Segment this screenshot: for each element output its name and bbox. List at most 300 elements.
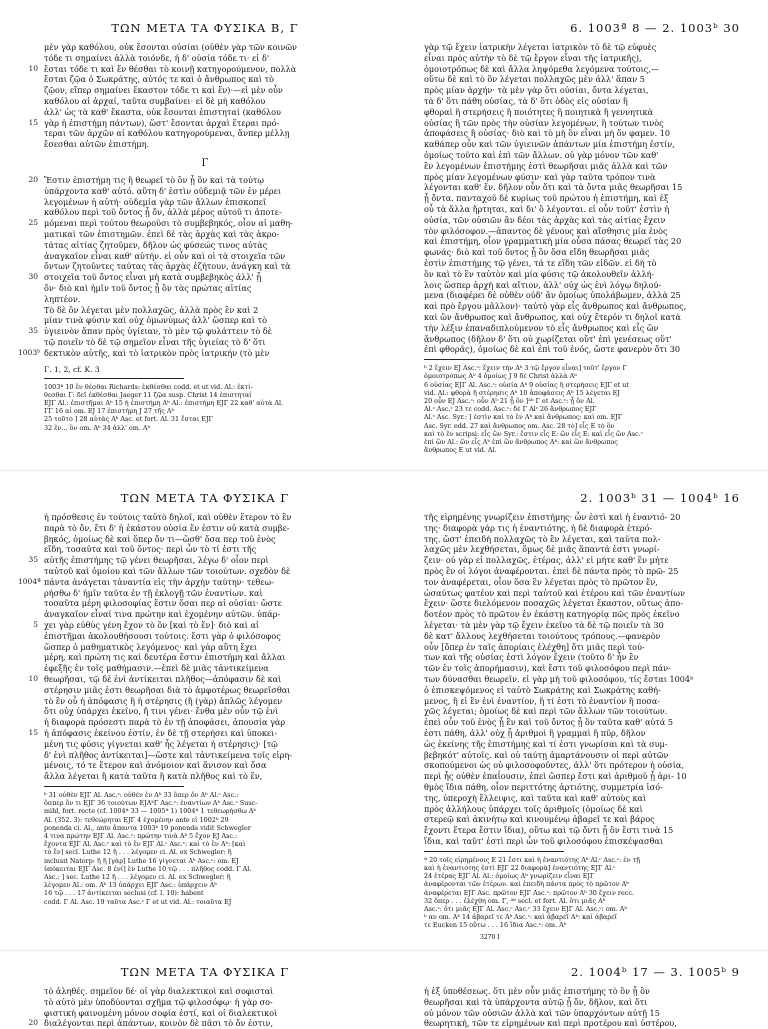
line-text: ἔσται τόδε τι καὶ ἕν θέσθαι τὸ κοινῇ κατηγορούμενον, πολλὰ (44, 63, 297, 74)
line-text: ἡ διαφορὰ πρόσεστι παρὰ τὸ ἐν τῇ ἀποφάσει, ἀπουσία γὰρ (44, 717, 286, 728)
text-line (420, 323, 750, 334)
text-line (420, 793, 750, 804)
text-line (420, 782, 750, 793)
line-text: φθοραὶ ἢ στερήσεις ἢ ποιότητες ἢ ποιητικὰ ἢ γεννητικὰ (424, 106, 654, 117)
text-line (40, 663, 370, 674)
line-text: εἴδη, τοσαῦτα καὶ τοῦ ὄντος· περὶ ὧν τὸ τί ἐστι τῆς (44, 544, 257, 555)
apparatus-line: ᵇ αν om. Aᵇ 14 ἀβαρεῖ τε Aᵇ Asc.ᶜ: καὶ ἀβαρεῖ Aᵇ: καὶ ἀβαρεῖ (424, 913, 617, 922)
line-text: λαχῶς μὲν λεχθήσεται, ὅμως δὲ μιᾶς ἅπαντά ἐστι γνωρί- (424, 544, 660, 555)
text-line (40, 544, 370, 555)
line-text: τον ἀναφέρεται, οἷον ὅσα ἓν λέγεται πρὸς τὸ πρῶτον ἕν, (424, 576, 658, 587)
apparatus-line: 1003ª 10 ἓν θέσθαι Richards: ἐκθέσθαι codd. et ut vid. Al.: ἐκτί- (44, 382, 253, 391)
line-number: 20 (28, 1018, 38, 1028)
line-text: οὐσίας ἢ τῶν πρὸς τὴν οὐσίαν λεγομένων, ἢ τούτων τινὸς (424, 117, 664, 128)
text-line (40, 96, 370, 107)
line-number: 1003ᵇ (18, 347, 41, 357)
line-text: θεωρῆσαι, τῷ δὲ ἑνὶ ἀντίκειται πλῆθος—ἀπόφασιν δὲ καὶ (44, 673, 282, 684)
text-line (420, 771, 750, 782)
text-block (18, 512, 370, 782)
text-line (40, 283, 370, 294)
apparatus-line: ponenda ci. Al., ante ἄπαντα 1003ᵇ 19 ponenda vidit Schwegler (44, 823, 251, 832)
page-header: 6. 1003ª 8 — 2. 1003ᵇ 30 (570, 21, 740, 35)
text-line (420, 652, 750, 663)
text-line (420, 172, 750, 183)
text-line (420, 986, 750, 997)
line-text: μένοις, τό τε ἕτερον καὶ ἀνόμοιον καὶ ἄνισον καὶ ὅσα (44, 760, 267, 771)
signature-mark: 3270 I (480, 933, 500, 941)
page-divider (0, 950, 768, 951)
apparatus-rule (424, 359, 564, 360)
page-left (18, 18, 370, 432)
line-text: γὰρ ἡ ἐπιστήμη πάντων), ὥστ' ἔσονται ἀρχαὶ ἕτεραι πρό- (44, 117, 280, 128)
page-right (420, 962, 750, 1029)
text-line (33, 619, 370, 631)
apparatus-line: 24 ἑτέρας EJΓ Al. Al.: ὁμοίως Aᵇ γνωρίζειν εἶναι EJΓ (424, 872, 595, 881)
text-line (40, 186, 370, 197)
apparatus-line: Al.ᶜ Asc.ᶜ 23 τε codd. Asc.ᶜ: δὲ Γ Alᶜ 26 ἄνθρωπος EJΓ (424, 405, 597, 414)
line-text: Ἔστιν ἐπιστήμη τις ἣ θεωρεῖ τὸ ὂν ᾗ ὂν καὶ τὰ τούτῳ (44, 174, 264, 185)
text-line (40, 139, 370, 150)
line-text: ὄν· διὸ καὶ ἡμῖν τοῦ ὄντος ᾗ ὂν τὰς πρώτας αἰτίας (44, 282, 252, 293)
line-text: ἐπιστῆμαι ἀκολουθήσουσι τούτοις. ἔστι γὰρ ὁ φιλόσοφος (44, 630, 281, 641)
apparatus-line: ᵇ 31 οὐθὲν EJΓ Al. Asc.ᶜ: οὐθὲν ἐν Aᵇ 33 ὅπερ ὄν Aᵇ Al.ᶜ Asc.: (44, 790, 239, 799)
line-text: τὸ ἀληθές. σημεῖον δέ· οἱ γὰρ διαλεκτικοὶ καὶ σοφισταὶ (44, 986, 274, 996)
line-text: οὐ μόνον τῶν οὐσιῶν ἀλλὰ καὶ τῶν ὑπαρχόντων αὐτῇ 15 (424, 1007, 660, 1018)
text-line (18, 347, 370, 359)
page-right (420, 488, 750, 941)
text-line (40, 261, 370, 272)
text-line (420, 750, 750, 761)
apparatus-line: codd. Γ Al. Asc. 19 ταῦτα Asc.ᶜ Γ et ut vid. Al.: τοιαῦτα EJ (44, 897, 232, 906)
text-line (420, 663, 750, 674)
line-text: ὥσπερ ὁ μαθηματικὸς λεγόμενος· καὶ γὰρ αὕτη ἔχει (44, 641, 258, 652)
text-block (420, 512, 750, 847)
text-line (420, 236, 750, 247)
text-line (420, 609, 750, 620)
text-line (420, 825, 750, 836)
text-line (40, 128, 370, 139)
page-right (420, 18, 750, 454)
text-line (420, 631, 750, 642)
apparatus-line: 6 οὐσίας EJΓ Al. Asc.ᶜ: οὐσία Aᵇ 9 οὐσίας ἢ στερήσεις EJΓ et ut (424, 380, 629, 389)
text-line (420, 512, 750, 523)
text-line (40, 739, 370, 750)
text-line (40, 986, 370, 997)
text-line (420, 696, 750, 707)
line-text: θμὸς ἴδια πάθη, οἷον περιττότης ἀρτιότης, συμμετρία ἰσό- (424, 781, 663, 792)
apparatus-line: ἀναφέρεται EJΓ Asc. πρῶτον EJΓ Asc.ᶜ: πρῶτον Aᵇ 30 ἔχειν recc. (424, 888, 634, 897)
text-line (40, 652, 370, 663)
text-line (420, 685, 750, 696)
critical-apparatus (40, 791, 370, 906)
apparatus-line: ΓΓ 16 αἱ om. EJ 17 ἐπιστήμη J 27 τῆς Aᵇ (44, 407, 175, 416)
line-text: δοτέον πρὸς τὸ πρῶτον ἐν ἑκάστῃ κατηγορίᾳ πῶς πρὸς ἐκεῖνο (424, 609, 680, 620)
text-line (420, 566, 750, 577)
line-text: Τὸ δὲ ὂν λέγεται μὲν πολλαχῶς, ἀλλὰ πρὸς ἓν καὶ 2 (44, 304, 259, 315)
text-line (40, 696, 370, 707)
apparatus-line: ª 20 τοῖς εἰρημένοις E 21 ἔστι καὶ ἡ ἐναντιότης Aᵇ Al.ᶜ Asc.ᶜ: ἐν τῇ (424, 855, 641, 864)
text-line (420, 344, 750, 355)
line-text: πρὸς μίαν ἀρχήν· τὰ μὲν γὰρ ὅτι οὐσίαι, ὄντα λέγεται, (424, 85, 649, 96)
text-line (420, 312, 750, 323)
apparatus-line: 32 ὅπερ . . . ἐλέχθη om. Γ, ᴬᵇ secl. et fort. Al. ὅτι μιᾶς Aᵇ (424, 896, 606, 905)
line-text: ἡ πρόσθεσις ἐν τούτοις ταὐτὸ δηλοῖ, καὶ οὐθὲν ἕτερον τὸ ἓν (44, 512, 292, 522)
line-number: 25 (28, 218, 38, 228)
apparatus-line: Asc. Syr. edd. 27 καὶ ἄνθρωπος om. Asc. 28 τὸ] εἷς E τὸ ὂν (424, 421, 615, 430)
line-text: βεβηκότ' αὐτοῖς. καὶ οὐ ταύτῃ ἁμαρτάνουσιν οἱ περὶ αὐτῶν (424, 749, 669, 760)
text-line (420, 534, 750, 545)
line-text: σκοπούμενοι ὡς οὐ φιλοσοφοῦντες, ἀλλ' ὅτι πρότερον ἡ οὐσία, (424, 760, 684, 771)
apparatus-line: Al.ᶜ Asc. Syr.: ] ἐστὶν καὶ τὸ ἓν Aᵇ καὶ ἄνθρωπος: καὶ om. EJΓ (424, 413, 623, 422)
text-line (40, 107, 370, 118)
line-text: ἀλλ' ὡς τὰ καθ' ἕκαστα, οὐκ ἔσονται ἐπιστηταί (καθόλου (44, 106, 281, 117)
line-text: ὅτι οὐχ ὑπάρχει ἐκεῖνο, ἤ τινι γένει· ἔνθα μὲν οὖν τῷ ἑνὶ (44, 706, 279, 717)
line-text: διαλέγονται περὶ ἁπάντων, κοινὸν δὲ πᾶσι τὸ ὄν ἐστιν, (44, 1018, 274, 1029)
chapter-heading: Γ (201, 157, 209, 169)
text-line (420, 139, 750, 150)
line-text: τοσαῦτα μέρη φιλοσοφίας ἔστιν ὅσαι περ αἱ οὐσίαι· ὥστε (44, 598, 282, 609)
line-number: 15 (28, 727, 38, 737)
text-line (420, 804, 750, 815)
line-text: καὶ πρὸ ἔργου μᾶλλον)· ταὐτὸ γὰρ εἷς ἄνθρωπος καὶ ἄνθρωπος, (424, 301, 687, 312)
line-text: ζειν· οὐ γὰρ εἰ πολλαχῶς, ἑτέρας, ἀλλ' εἰ μήτε καθ' ἓν μήτε (424, 555, 669, 566)
line-text: μὲν γὰρ καθόλου, οὐκ ἔσονται οὐσίαι (οὐθὲν γὰρ τῶν κοινῶν (44, 42, 297, 52)
line-text: θεωρῆσαι καὶ τὰ ὑπάρχοντα αὐτῷ ᾗ ὄν, δῆλον, καὶ ὅτι (424, 996, 648, 1007)
text-line (420, 739, 750, 750)
text-line (420, 150, 750, 161)
line-text: ἓν λεγομένων ἐπιστήμης ἐστὶ θεωρῆσαι μιᾶς ἀλλὰ καὶ τῶν (424, 160, 668, 171)
line-text: εἶναι πρὸς αὐτὴν τὸ δὲ τῷ ἔργον εἶναι τῆς ἰατρικῆς), (424, 52, 642, 63)
page-left (28, 962, 370, 1029)
apparatus-line: ᵇ 2 ἔχειν EJ Asc.ᶜ: ἔχειν τὴν Aᵇ 3 τῷ ἔργον εἶναι] τοῦτ' ἔργον Γ (424, 364, 627, 373)
text-line (420, 1008, 750, 1019)
apparatus-line: ὅσπερ ὄν τι EJΓ 36 τοιούτων EJAᵇΓ Asc.ᶜ: ἐναντίων Aᵇ Asc.ᶜ Susc- (44, 799, 258, 808)
line-text: ματικαὶ τῶν ἐπιστημῶν. ἐπεὶ δὲ τὰς ἀρχὰς καὶ τὰς ἀκρο- (44, 228, 280, 239)
line-text: ἄνθρωπος (δῆλον δ' ὅτι οὐ χωρίζεται οὔτ' ἐπὶ γενέσεως οὔτ' (424, 333, 672, 344)
page-left (18, 488, 370, 906)
line-text: καὶ ἐπιστήμη, οἷον γραμματικὴ μία οὖσα πάσας θεωρεῖ τὰς 20 (424, 236, 682, 247)
apparatus-line: ἄνθρωπος E ut vid. Al. (424, 446, 497, 455)
line-text: οὖν [ὅπερ ἐν ταῖς ἀπορίαις ἐλέχθη] ὅτι μιᾶς περὶ τού- (424, 641, 645, 652)
line-text: πρὸς μίαν λεγομένων φύσιν· καὶ γὰρ ταῦτα τρόπον τινὰ (424, 171, 656, 182)
text-line (40, 523, 370, 534)
line-text: μέρη, καὶ πρώτη τις καὶ δευτέρα ἔστιν ἐπιστήμη καὶ ἄλλαι (44, 652, 286, 663)
line-text: ἐπεὶ οὖν τοῦ ἑνὸς ᾗ ἓν καὶ τοῦ ὄντος ᾗ ὂν ταῦτα καθ' αὑτά 5 (424, 717, 674, 728)
apparatus-line: ἐπὶ ὢν Al.: ὢν εἷς Aᵇ ἐπὶ ὢν ἄνθρωπος Aᵇ: καὶ ὢν ἄνθρωπος (424, 437, 618, 446)
apparatus-line: 32 ἓν... ὂν om. Aᵇ 34 ἀλλ' om. Aᵇ (44, 423, 151, 432)
line-text: ἐστὶν ἐπιστήμης τῷ γένει, τά τε εἴδη τῶν εἰδῶν. εἰ δὴ τὸ (424, 257, 657, 268)
line-text: ἔχειν· ὥστε διελόμενον ποσαχῶς λέγεται ἕκαστον, οὕτως ἀπο- (424, 598, 684, 609)
text-line (40, 229, 370, 240)
text-line (40, 588, 370, 599)
page-header: ΤΩΝ ΜΕΤΑ ΤΑ ΦΥΣΙΚΑ Γ (120, 965, 290, 979)
line-text: ἄλλα λέγεται ἢ κατὰ ταῦτα ἢ κατὰ πλῆθος καὶ τὸ ἕν, (44, 771, 263, 782)
line-text: στερεῷ καὶ ἀκινήτῳ καὶ κινουμένῳ ἀβαρεῖ τε καὶ βάρος (424, 814, 655, 825)
apparatus-line: τε Eucken 15 οὕτω . . . 16 ἴδια Asc.ᶜ: om. Aᵇ (424, 921, 567, 930)
line-text: ὁμοίως τοῦτο καὶ ἐπὶ τῶν ἄλλων. οὐ γὰρ μόνον τῶν καθ' (424, 149, 659, 160)
line-text: στέρησιν μιᾶς ἐστι θεωρῆσαι διὰ τὸ ἀμφοτέρως θεωρεῖσθαι (44, 684, 291, 695)
text-line (40, 207, 370, 218)
text-line (40, 598, 370, 609)
line-text: ὡσαύτως φατέον καὶ περὶ ταὐτοῦ καὶ ἑτέρου καὶ τῶν ἐναντίων (424, 587, 685, 598)
line-text: ἐφεξῆς ἐν τοῖς μαθήμασιν.—ἐπεὶ δὲ μιᾶς τἀντικείμενα (44, 663, 269, 674)
critical-apparatus (420, 856, 750, 930)
line-text: τὴν λέξιν ἐπαναδιπλούμενον τὸ εἷς ἄνθρωπος καὶ εἷς ὢν (424, 322, 659, 333)
text-line (40, 717, 370, 728)
line-number: 15 (28, 117, 38, 127)
text-line (420, 588, 750, 599)
line-text: χει γὰρ εὐθὺς γένη ἔχον τὸ ὂν [καὶ τὸ ἕν]· διὸ καὶ αἱ (44, 619, 260, 630)
text-line (40, 337, 370, 348)
text-line (420, 598, 750, 609)
text-line (28, 117, 370, 129)
text-block (28, 986, 370, 1029)
text-line (28, 272, 370, 283)
apparatus-line: ὑπόκειται EJΓ Asc. 8 ἑνί] ἓν Luthe 10 τῷ . . . πλῆθος codd. Γ Al. (44, 864, 252, 873)
line-number: 10 (28, 673, 38, 683)
line-text: μίαν τινὰ φύσιν καὶ οὐχ ὁμωνύμως ἀλλ' ὥσπερ καὶ τὸ (44, 315, 267, 326)
text-line (420, 64, 750, 75)
text-line (40, 251, 370, 262)
line-text: πρὸς ἀλλήλους ὑπάρχει τοῖς ἀριθμοῖς (ὁμοίως δὲ καὶ (424, 803, 643, 814)
line-text: μενα (διαφέρει δὲ οὐθὲν οὐδ' ἂν ὁμοίως ὑπολάβωμεν, ἀλλὰ 25 (424, 290, 681, 301)
text-line (40, 534, 370, 545)
text-line (420, 760, 750, 771)
line-text: λέγονται καθ' ἕν. δῆλον οὖν ὅτι καὶ τὰ ὄντα μιᾶς θεωρῆσαι 15 (424, 182, 683, 193)
text-line (40, 294, 370, 305)
text-block (420, 986, 750, 1029)
text-line (28, 727, 370, 739)
line-text: λεγομένων ἡ αὐτή· οὐδεμία γὰρ τῶν ἄλλων ἐπισκοπεῖ (44, 196, 267, 207)
text-line (40, 771, 370, 782)
line-text: των δύνασθαι θεωρεῖν. εἰ γὰρ μὴ τοῦ φιλοσόφου, τίς ἔσται 1004ᵇ (424, 673, 694, 684)
line-text: ἐστι πάθη, ἀλλ' οὐχ ᾗ ἀριθμοὶ ἢ γραμμαὶ ἢ πῦρ, δῆλον (424, 727, 646, 738)
text-line (420, 290, 750, 301)
page-header: ΤΩΝ ΜΕΤΑ ΤΑ ΦΥΣΙΚΑ Γ (120, 491, 290, 505)
apparatus-line: 4 τινα πρώτην EJΓ Al. Asc.ᶜ: πρώτην τινὰ Aᵇ 5 ἔχον EJ Asc.: (44, 831, 238, 840)
text-line (420, 728, 750, 739)
text-line (420, 523, 750, 534)
text-line (40, 42, 370, 53)
text-line (420, 96, 750, 107)
apparatus-rule (44, 786, 184, 787)
line-text: τὰ δ' ὅτι πάθη οὐσίας, τὰ δ' ὅτι ὁδὸς εἰς οὐσίαν ἢ (424, 95, 628, 106)
apparatus-line: ἔχοντα EJΓ Al. Asc.ᶜ καὶ τὸ ἓν EJΓ Al.ᶜ Asc.ᶜ: καὶ τὸ ἓν Aᵇ: [καὶ (44, 840, 246, 849)
critical-apparatus (40, 383, 370, 432)
line-text: ᾗ ὄντα. πανταχοῦ δὲ κυρίως τοῦ πρώτου ἡ ἐπιστήμη, καὶ ἐξ (424, 193, 669, 204)
line-text: καθάπερ οὖν καὶ τῶν ὑγιεινῶν ἁπάντων μία ἐπιστήμη ἐστίν, (424, 139, 675, 150)
text-line (420, 182, 750, 193)
text-line (420, 706, 750, 717)
page-header: 2. 1004ᵇ 17 — 3. 1005ᵇ 9 (570, 965, 740, 979)
line-text: των καὶ τῆς οὐσίας ἐστὶ λόγον ἔχειν (τοῦτο δ' ἦν ἓν (424, 652, 639, 663)
text-line (420, 42, 750, 53)
apparatus-line: 16 τῷ . . . 17 ἀντίκειται seclusi (cf. l. 10): habent (44, 889, 204, 898)
text-line (40, 706, 370, 717)
text-line (420, 128, 750, 139)
text-line (40, 512, 370, 523)
text-line (420, 85, 750, 96)
page-divider (0, 470, 768, 471)
line-text: αὐτῆς ἐπιστήμης τῷ γένει θεωρῆσαι, λέγω δ' οἷον περὶ (44, 555, 269, 566)
line-text: γὰρ τῷ ἔχειν ἰατρικὴν λέγεται ἰατρικὸν τὸ δὲ τῷ εὐφυὲς (424, 42, 657, 52)
line-text: ἀναγκαῖον εἶναι καθ' αὑτήν. εἰ οὖν καὶ οἱ τὰ στοιχεῖα τῶν (44, 250, 286, 261)
text-block (18, 174, 370, 359)
apparatus-line: ὁμοιοτρόπως Aᵇ 4 ὁμοίως J 9 δὲ Christ ἀλλὰ Aᵇ (424, 372, 577, 381)
text-line (40, 315, 370, 326)
line-text: καθόλου περὶ τοῦ ὄντος ᾗ ὄν, ἀλλὰ μέρος αὐτοῦ τι ἀποτε- (44, 207, 282, 218)
apparatus-line: Asc.: ] sec. Luthe 12 ἢ . . . λέγομεν ci. Al. ex Schwegler: ἢ (44, 872, 231, 881)
line-text: καθόλου αἱ ἀρχαί, ταῦτα συμβαίνει· εἰ δὲ μὴ καθόλου (44, 95, 266, 106)
text-line (40, 750, 370, 761)
apparatus-line: vid. Al.: φθορὰ ἢ στέρησις Aᵇ 10 ἀποφάσεις Aᵇ 15 λέγεται EJ (424, 388, 620, 397)
line-text: ὑγιεινὸν ἅπαν πρὸς ὑγίειαν, τὸ μὲν τῷ φυλάττειν τὸ δὲ (44, 326, 273, 337)
line-number: 5 (33, 619, 38, 629)
text-line (420, 118, 750, 129)
text-line (420, 577, 750, 588)
text-block (28, 42, 370, 150)
text-line (28, 174, 370, 186)
apparatus-line: Al. (352. 3): τεθεώρηται EJΓ 4 ἐχομένην ante εἰ 1002ᵇ 29 (44, 815, 229, 824)
line-text: οὗ τὰ ἄλλα ἤρτηται, καὶ δι' ὃ λέγονται. εἰ οὖν τοῦτ' ἐστὶν ἡ (424, 203, 670, 214)
line-text: στοιχεῖα τοῦ ὄντος εἶναι μὴ κατὰ συμβεβηκὸς ἀλλ' ᾗ (44, 272, 262, 283)
text-line (40, 197, 370, 208)
apparatus-rule (424, 851, 564, 852)
cross-reference: Γ. 1, 2, cf. K. 3 (44, 364, 100, 374)
apparatus-rule (44, 378, 184, 379)
apparatus-line: Asc.ᶜ: ὅτι μιᾶς EJΓ Al. Asc.ᶜ Asc.ᶜ 33 ἔχειν EJΓ Al. Asc.ᶜ: om. Aᵇ (424, 904, 627, 913)
line-number: 35 (28, 555, 38, 565)
text-line (40, 1008, 370, 1019)
line-text: τῷ ποιεῖν τὸ δὲ τῷ σημεῖον εἶναι τῆς ὑγιείας τὸ δ' ὅτι (44, 336, 266, 347)
apparatus-line: θεσθαι Γ: δεῖ ἐκθέσθαι Jaeger 11 ζῷα susp. Christ 14 ἐπιστηταί (44, 390, 252, 399)
line-text: τῶν ἐν τοῖς ἀπορήμασιν), καὶ ἔστι τοῦ φιλοσόφου περὶ πάν- (424, 663, 671, 674)
text-line (420, 301, 750, 312)
line-text: λέγεται· τὰ μὲν γὰρ τῷ ἔχειν ἐκεῖνο τὰ δὲ τῷ ποιεῖν τὰ 30 (424, 619, 664, 630)
apparatus-line: mihl, fort. recte (cf. 1004ª 33 — 1005ª 1) 1004ª 1 τεθεωρήσθω Aᵇ (44, 807, 256, 816)
line-text: καὶ ὢν ἄνθρωπος καὶ ἄνθρωπος, καὶ οὐχ ἕτερόν τι δηλοῖ κατὰ (424, 311, 681, 322)
text-line (28, 326, 370, 337)
line-text: ληπτέον. (44, 293, 81, 304)
line-text: ὁμοιοτρόπως δὲ καὶ ἄλλα ληψόμεθα λεγόμενα τούτοις,— (424, 63, 660, 74)
text-line (18, 576, 370, 588)
text-line (420, 717, 750, 728)
line-text: ἔσεσθαι αὐτῶν ἐπιστήμη. (44, 139, 149, 150)
line-text: θεωρητική, τῶν τε εἰρημένων καὶ περὶ προτέρου καὶ ὑστέρου, (424, 1018, 677, 1029)
line-text: τεραι τῶν ἀρχῶν αἱ καθόλου κατηγορούμεναι, ἄνπερ μέλλῃ (44, 128, 290, 139)
line-text: ὂν καὶ τὸ ἓν ταὐτὸν καὶ μία φύσις τῷ ἀκολουθεῖν ἀλλή- (424, 268, 655, 279)
text-line (28, 63, 370, 75)
line-text: ἔχοντι ἕτερα ἔστιν ἴδια), οὕτω καὶ τῷ ὄντι ᾗ ὂν ἔστι τινὰ 15 (424, 825, 674, 836)
text-line (420, 269, 750, 280)
text-line (420, 204, 750, 215)
text-line (40, 609, 370, 620)
line-text: ἡ ἐξ ὑποθέσεως. ὅτι μὲν οὖν μιᾶς ἐπιστήμης τὸ ὂν ᾗ ὂν (424, 986, 650, 996)
apparatus-line: 20 οὖν EJ Asc.ᶜ: οὖν Aᵇ 21 ᾗ ὂν ]ᴬᵇ Γ et Asc.ᶜ: ᾗ ὂν Al. (424, 396, 595, 405)
line-text: λοις ὥσπερ ἀρχὴ καὶ αἴτιον, ἀλλ' οὐχ ὡς ἑνὶ λόγῳ δηλού- (424, 279, 662, 290)
line-text: δ' ἑνὶ πλῆθος ἀντίκειται]—ὥστε καὶ τἀντικείμενα τοῖς εἰρη- (44, 749, 292, 760)
line-text: ἀποφάσεις ἢ οὐσίας· διὸ καὶ τὸ μὴ ὂν εἶναι μὴ ὄν φαμεν. 10 (424, 128, 671, 139)
text-line (420, 1018, 750, 1029)
line-text: της· διαφορὰ γάρ τις ἡ ἐναντιότης, ἡ δὲ διαφορὰ ἑτερό- (424, 522, 653, 533)
text-line (420, 193, 750, 204)
line-text: παρὰ τὸ ὄν, ἔτι δ' ἡ ἑκάστου οὐσία ἕν ἐστιν οὐ κατὰ συμβε- (44, 522, 290, 533)
line-text: ζῷον, εἴπερ σημαίνει ἕκαστον τόδε τι καὶ ἕν)·—εἰ μὲν οὖν (44, 85, 283, 96)
line-number: 35 (28, 326, 38, 336)
line-text: ἀναγκαῖον εἶναί τινα πρώτην καὶ ἐχομένην αὐτῶν. ὑπάρ- (44, 609, 281, 620)
text-line (28, 218, 370, 229)
apparatus-line: 25 τοῦτο ] 28 αὐτὰς Aᵇ Asc. et fort. Al. 31 ἔσται EJΓ (44, 415, 213, 424)
text-line (420, 836, 750, 847)
line-text: τάτας αἰτίας ζητοῦμεν, δῆλον ὡς φύσεώς τινος αὐτὰς (44, 239, 268, 250)
text-line (420, 814, 750, 825)
apparatus-line: EJΓ Al.: ἐπιστῆμαι Aᵇ 15 ἡ ἐπιστήμη Aᵇ Al.: ἐπιστήμη EJΓ 22 καθ' αὑτὰ Al. (44, 398, 284, 407)
text-line (420, 555, 750, 566)
text-line (420, 642, 750, 653)
line-text: τὸν φιλόσοφον.—ἁπαντος δὲ γένους καὶ αἴσθησις μία ἑνὸς (424, 225, 668, 236)
text-line (420, 334, 750, 345)
line-text: χῶς λέγεται; ὁμοίως δὲ καὶ περὶ τῶν ἄλλων τῶν τοιούτων. (424, 706, 668, 717)
apparatus-line: inclusit Natorp: ἢ ἢ [γὰρ] Luthe 16 γίγνεται Aᵇ Asc.ᶜ: om. EJ (44, 856, 239, 865)
text-line (40, 760, 370, 771)
text-line (40, 997, 370, 1008)
line-text: μόμεναι περὶ τούτου θεωροῦσι τὸ συμβεβηκός, οἷον αἱ μαθη- (44, 218, 293, 229)
line-text: οὐσία, τῶν οὐσιῶν ἂν δέοι τὰς ἀρχὰς καὶ τὰς αἰτίας ἔχειν (424, 214, 666, 225)
page-header: ΤΩΝ ΜΕΤΑ ΤΑ ΦΥΣΙΚΑ Β, Γ (111, 21, 299, 35)
apparatus-line: τὸ ἕν] secl. Luthe 12 ἢ . . . λέγομεν ci. Al. ex Schwegler: ἢ (44, 848, 232, 857)
line-number: 20 (28, 174, 38, 184)
line-text: περὶ ἧς οὐθὲν ἐπαΐουσιν, ἐπεὶ ὥσπερ ἔστι καὶ ἀριθμοῦ ᾗ ἀρι- 10 (424, 771, 687, 782)
line-text: μένη τις φύσις γίγνεται καθ' ἧς λέγεται ἡ στέρησις)· [τῷ (44, 738, 278, 749)
text-line (40, 566, 370, 577)
line-text: ἴδια, καὶ ταῦτ' ἐστὶ περὶ ὧν τοῦ φιλοσόφου ἐπισκέψασθαι (424, 835, 664, 846)
text-line (28, 1018, 370, 1029)
line-text: ἐπὶ φθορᾶς), ὁμοίως δὲ καὶ ἐπὶ τοῦ ἑνός, ὥστε φανερὸν ὅτι 30 (424, 344, 681, 355)
line-text: ὄντων ζητοῦντες ταύτας τὰς ἀρχὰς ἐζήτουν, ἀνάγκη καὶ τὰ (44, 261, 291, 272)
text-line (420, 215, 750, 226)
apparatus-line: καὶ ἡ ἐναντιότης ἐστὶ EJΓ 22 διαφορὰ] ἐναντιότης EJΓ Al.ᶜ (424, 863, 616, 872)
line-text: της. ὥστ' ἐπειδὴ πολλαχῶς τὸ ἓν λέγεται, καὶ ταῦτα πολ- (424, 533, 661, 544)
text-line (40, 642, 370, 653)
text-line (28, 673, 370, 685)
text-line (40, 85, 370, 96)
line-text: τόδε τι σημαίνει ἀλλὰ τοιόνδε, ἡ δ' οὐσία τόδε τι· εἰ δ' (44, 52, 270, 63)
text-line (420, 226, 750, 237)
text-line (420, 620, 750, 631)
line-text: δὲ κατ' ἄλλους λεχθήσεται τοιούτους τρόπους.—φανερὸν (424, 630, 661, 641)
text-line (40, 53, 370, 64)
text-line (40, 685, 370, 696)
text-line (420, 74, 750, 85)
line-text: ὁ ἐπισκεψόμενος εἰ ταὐτὸ Σωκράτης καὶ Σωκράτης καθή- (424, 684, 661, 695)
line-text: ρήσθω δ' ἡμῖν ταῦτα ἐν τῇ ἐκλογῇ τῶν ἐναντίων. καὶ (44, 587, 263, 598)
text-line (40, 305, 370, 316)
text-line (420, 161, 750, 172)
line-text: πρὸς ἓν οἱ λόγοι ἀναφέρονται. ἐπεὶ δὲ πάντα πρὸς τὸ πρῶ- 25 (424, 565, 679, 576)
line-number: 10 (28, 63, 38, 73)
text-line (420, 997, 750, 1008)
line-text: φωνάς· διὸ καὶ τοῦ ὄντος ᾗ ὂν ὅσα εἴδη θεωρῆσαι μιᾶς (424, 247, 650, 258)
page-header: 2. 1003ᵇ 31 — 1004ᵇ 16 (580, 491, 740, 505)
line-text: τῆς εἰρημένης γνωρίζειν ἐπιστήμης· ὧν ἐστὶ καὶ ἡ ἐναντιό- 20 (424, 512, 681, 522)
line-text: φιστικὴ φαινομένη μόνον σοφία ἐστί, καὶ οἱ διαλεκτικοὶ (44, 1007, 278, 1018)
line-text: ἡ ἀπόφασις ἐκείνου ἐστίν, ἐν δὲ τῇ στερήσει καὶ ὑποκει- (44, 727, 277, 738)
text-line (420, 247, 750, 258)
line-text: βηκός, ὁμοίως δὲ καὶ ὅπερ ὄν τι—ὥσθ' ὅσα περ τοῦ ἑνὸς (44, 533, 276, 544)
line-text: τὸ αὐτὸ μὲν ὑποδύονται σχῆμα τῷ φιλοσόφῳ· ἡ γὰρ σο- (44, 996, 273, 1007)
apparatus-line: καὶ τὸ ἓν scripsi: εἷς ὢν Syr.: ἔστιν εἷς E: ὢν εἷς E: καὶ εἷς ὢν Asc.ᶜ (424, 429, 643, 438)
line-text: μενος, ἢ εἰ ἓν ἑνὶ ἐναντίον, ἢ τί ἐστι τὸ ἐναντίον ἢ ποσα- (424, 695, 661, 706)
